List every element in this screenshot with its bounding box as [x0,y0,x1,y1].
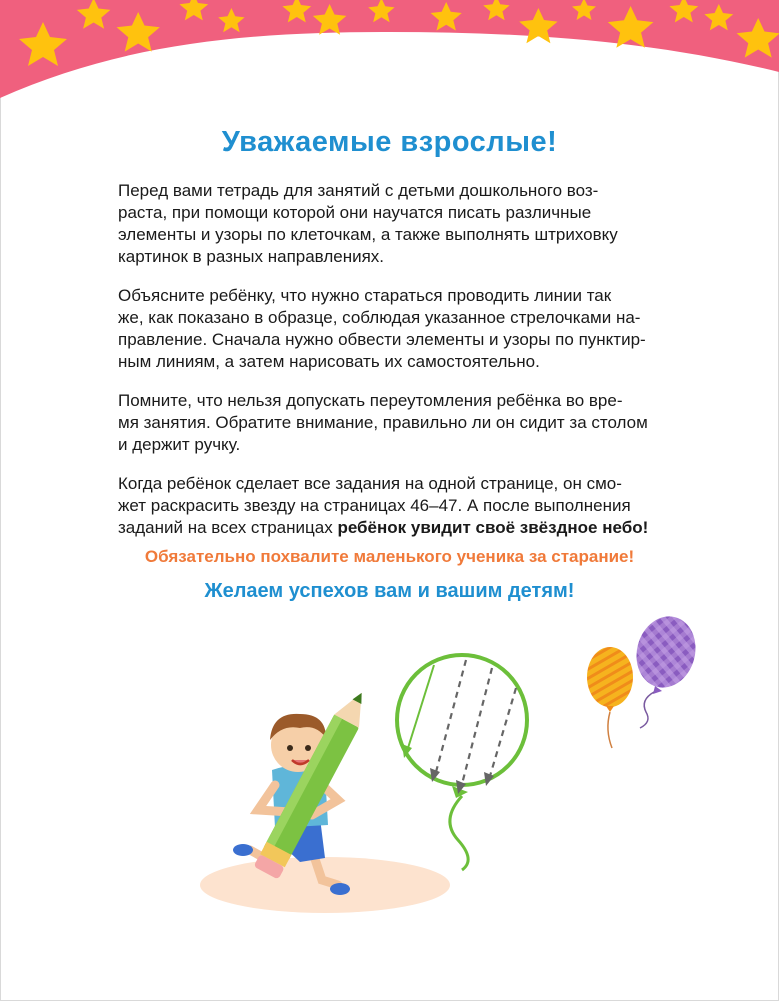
praise-line: Обязательно похвалите маленького ученика за старание! [144,547,635,566]
balloon-icon [629,610,704,728]
illustration [0,600,779,1001]
top-banner [0,0,779,110]
paragraph-intro: Перед вами тетрадь для занятий с детьми дошкольного воз- раста, при помощи которой они научатся писать различные элементы и узоры по клеточкам, а также выполнять штриховку картинок в разных направлениях. [118,181,618,266]
paragraph-remember: Помните, что нельзя допускать переутомления ребёнка во вре- мя занятия. Обратите внимание, правильно ли он сидит за столом и держит ручку. [118,391,648,454]
paragraph-explain: Объясните ребёнку, что нужно стараться проводить линии так же, как показано в образце, соблюдая указанное стрелочками на- правление. Сначала нужно обвести элементы и узоры по пунктир- ным линиям, а затем нарисовать их самостоятельно. [118,286,646,371]
balloon-icon [587,647,633,748]
banner-wave [0,0,779,98]
balloon-icon [397,655,527,870]
paragraph-stars [118,473,663,539]
page-title: Уважаемые взрослые! [221,126,558,158]
paragraph-stars-text: Когда ребёнок сделает все задания на одной странице, он смо- жет раскрасить звезду на страницах 46–47. А после выполнения заданий на всех страницах [118,474,631,537]
paragraph-stars-bold: ребёнок увидит своё звёздное небо! [337,518,649,537]
wishes-line: Желаем успехов вам и вашим детям! [204,580,575,602]
